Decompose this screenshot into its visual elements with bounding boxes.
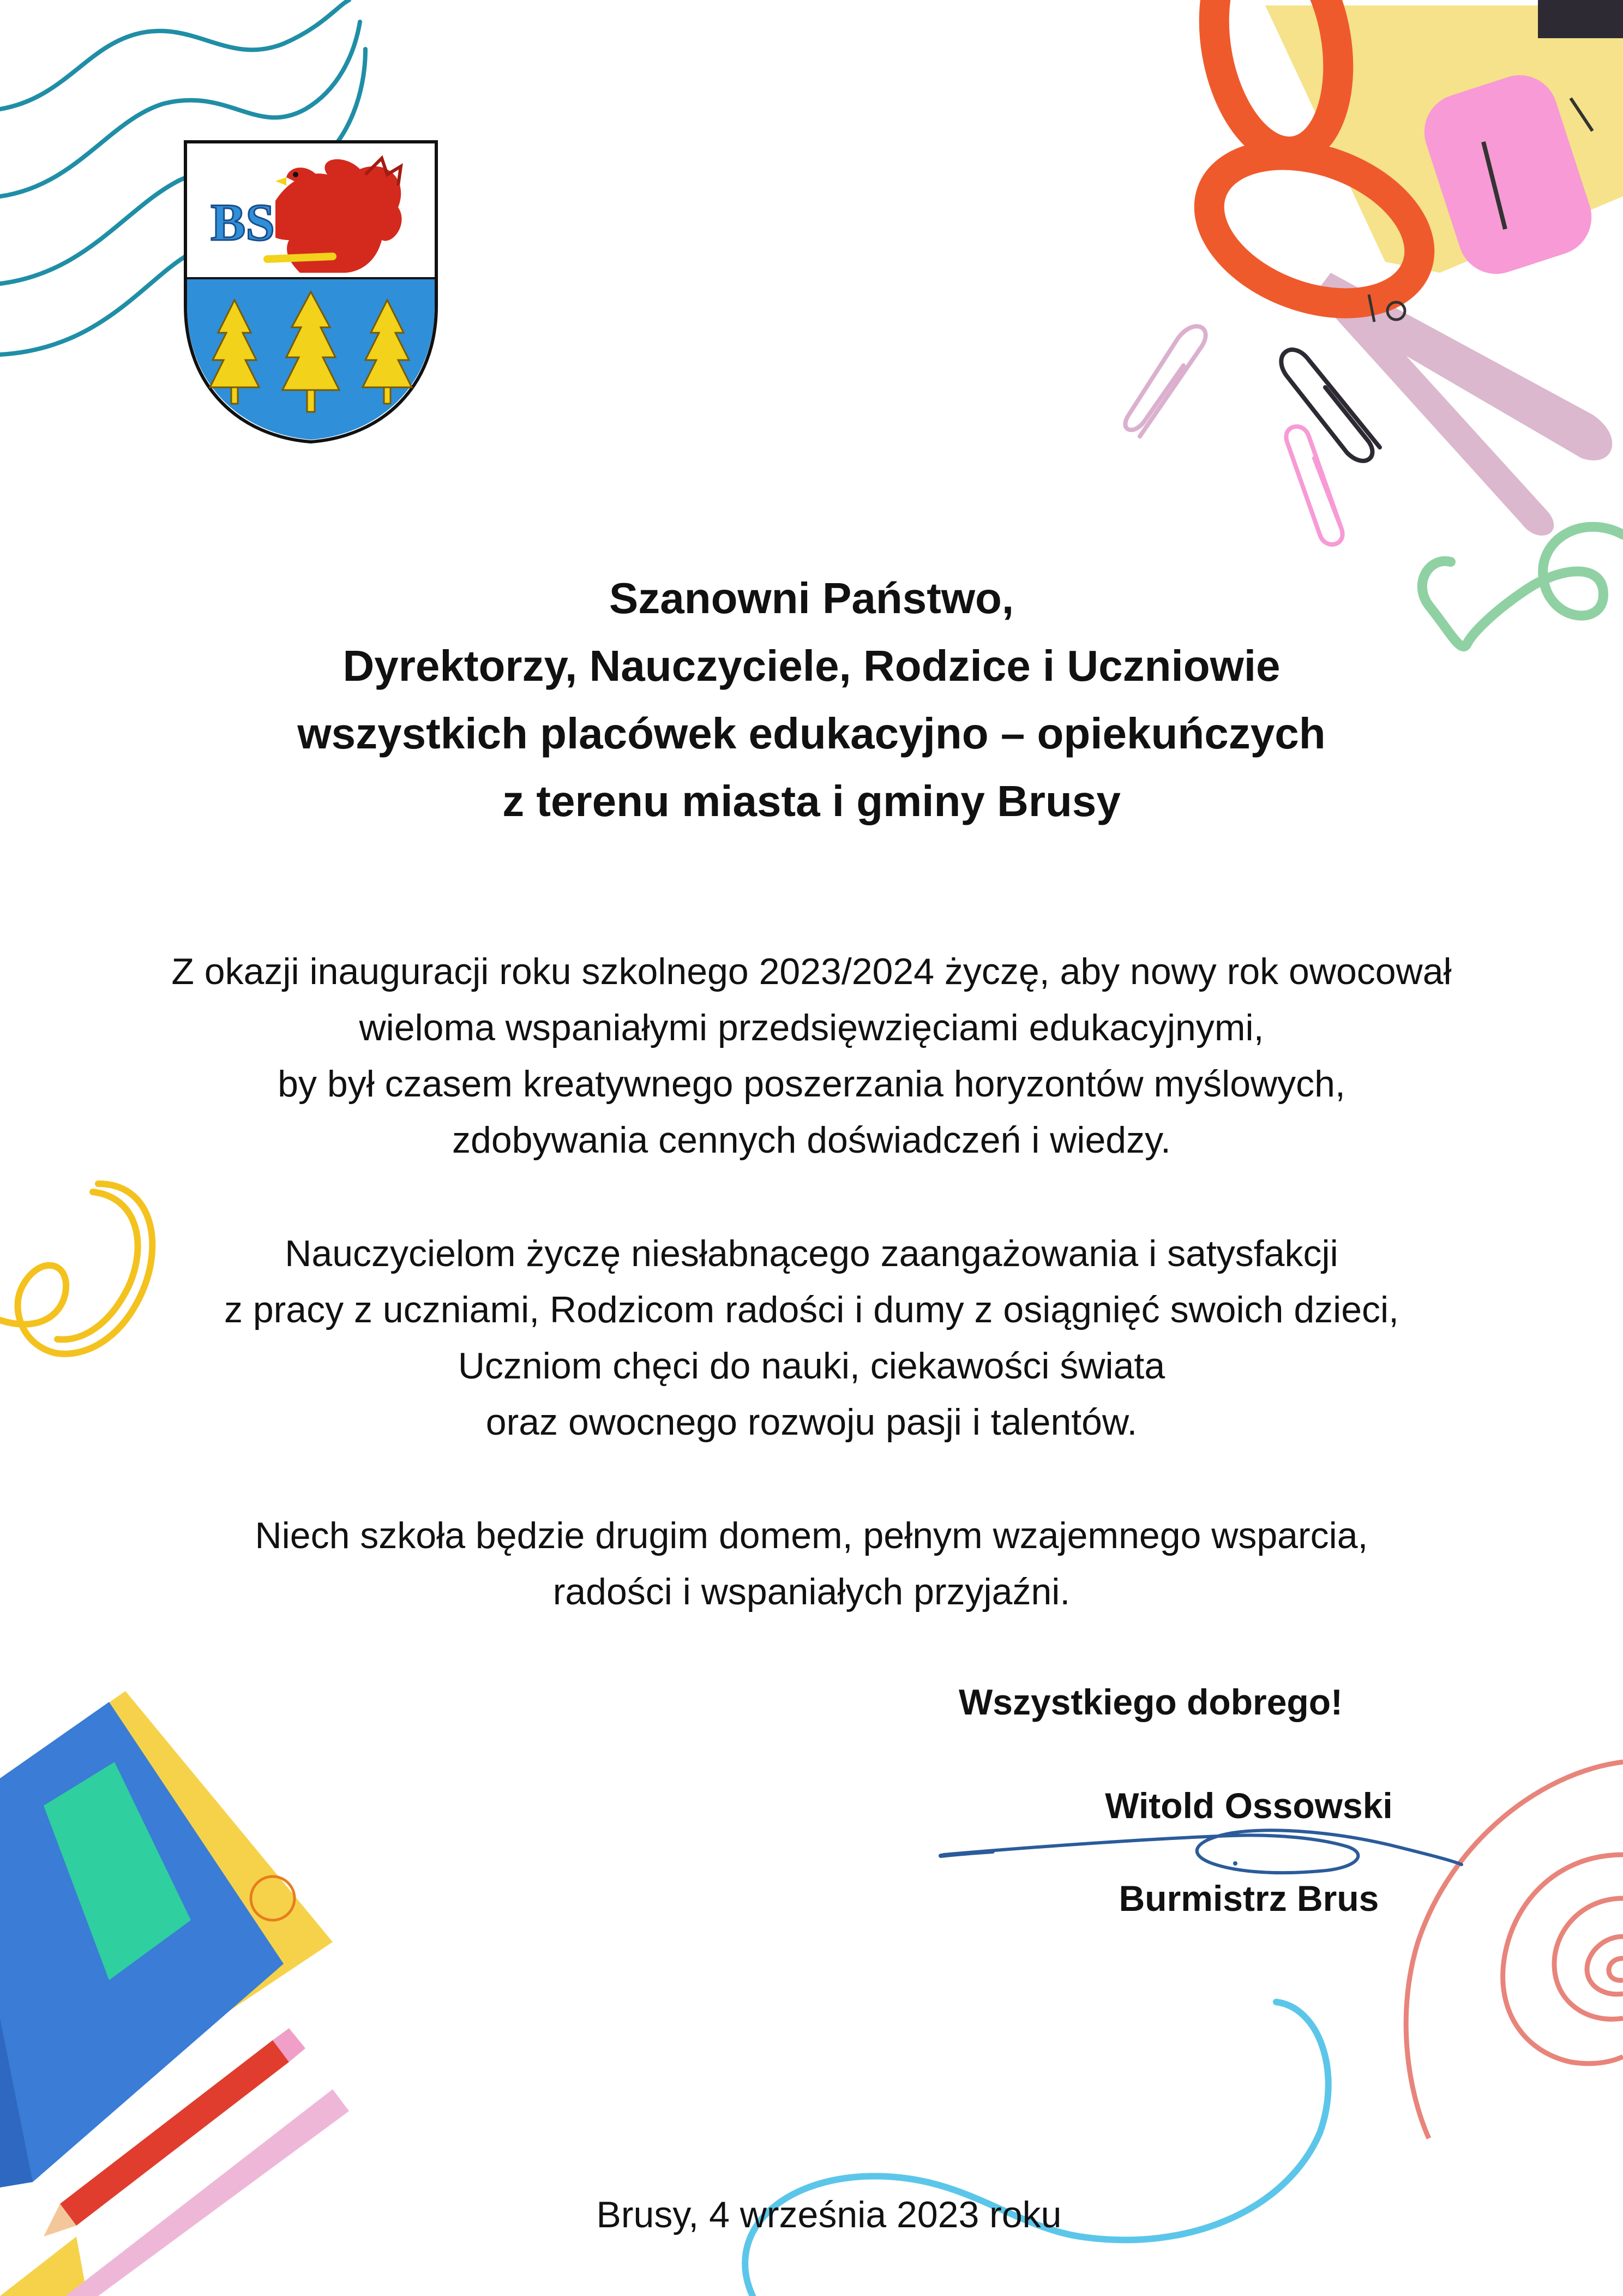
greeting-heading	[164, 565, 1459, 835]
paragraph-line: zdobywania cennych doświadczeń i wiedzy.	[452, 1119, 1171, 1161]
paragraph-line: Uczniom chęci do nauki, ciekawości świata	[458, 1345, 1165, 1387]
paragraph-line: Z okazji inauguracji roku szkolnego 2023/2024 życzę, aby nowy rok owocował	[171, 951, 1452, 992]
paragraph-line: Niech szkoła będzie drugim domem, pełnym wzajemnego wsparcia,	[255, 1515, 1368, 1556]
wishes-paragraph-1	[109, 944, 1514, 1168]
paragraph-line: Nauczycielom życzę niesłabnącego zaangażowania i satysfakcji	[285, 1233, 1338, 1274]
paragraph-line: radości i wspaniałych przyjaźni.	[552, 1571, 1071, 1612]
coat-of-arms-icon	[180, 136, 442, 447]
place-date-line: Brusy, 4 września 2023 roku	[596, 2194, 1062, 2235]
crest-monogram: BS	[211, 193, 275, 251]
paragraph-line: by był czasem kreatywnego poszerzania horyzontów myślowych,	[278, 1063, 1345, 1105]
school-supplies-decoration	[0, 1691, 349, 2296]
signer-name: Witold Ossowski	[1105, 1785, 1393, 1826]
paragraph-line: oraz owocnego rozwoju pasji i talentów.	[485, 1401, 1138, 1443]
wishes-paragraph-3	[109, 1508, 1514, 1620]
closing-wish: Wszystkiego dobrego!	[958, 1682, 1343, 1722]
bs-monogram-icon	[210, 191, 275, 251]
greeting-line: wszystkich placówek edukacyjno – opiekuńczych	[297, 709, 1326, 758]
paragraph-line: z pracy z uczniami, Rodzicom radości i dumy z osiągnięć swoich dzieci,	[224, 1289, 1399, 1330]
wishes-paragraph-2	[109, 1226, 1514, 1450]
greeting-line: z terenu miasta i gminy Brusy	[502, 777, 1121, 825]
greeting-line: Dyrektorzy, Nauczyciele, Rodzice i Uczniowie	[342, 642, 1281, 690]
paperclip-decoration	[1125, 326, 1380, 544]
cyan-squiggle-decoration	[745, 2002, 1329, 2296]
signer-role: Burmistrz Brus	[1119, 1878, 1379, 1919]
paragraph-line: wieloma wspaniałymi przedsięwzięciami edukacyjnymi,	[359, 1007, 1264, 1048]
greeting-line: Szanowni Państwo,	[609, 574, 1014, 622]
